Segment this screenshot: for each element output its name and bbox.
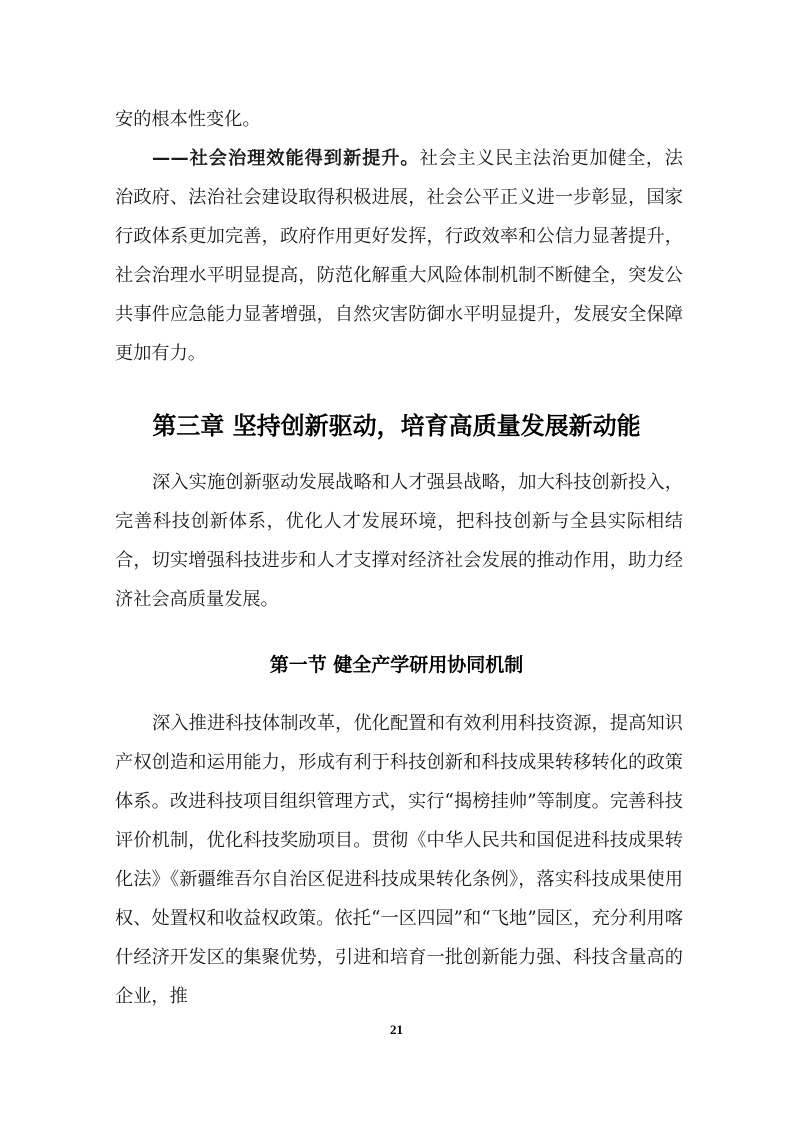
- paragraph-chapter-intro: 深入实施创新驱动发展战略和人才强县战略，加大科技创新投入，完善科技创新体系，优化人才发展环境，把科技创新与全县实际相结合，切实增强科技进步和人才支撑对经济社会发展的推动作用，助力经济社会高质量发展。: [115, 472, 683, 610]
- chapter-heading: 第三章 坚持创新驱动，培育高质量发展新动能: [152, 412, 641, 440]
- paragraph-body: 社会主义民主法治更加健全，法治政府、法治社会建设取得积极进展，社会公平正义进一步彰显，国家行政体系更加完善，政府作用更好发挥，行政效率和公信力显著提升，社会治理水平明显提高，防范化解重大风险体制机制不断健全，突发公共事件应急能力显著增强，自然灾害防御水平明显提升，发展安全保障更加有力。: [115, 148, 683, 364]
- paragraph-continuation: 安的根本性变化。: [115, 109, 261, 130]
- page-number: 21: [390, 1022, 403, 1037]
- paragraph-social-governance: [115, 139, 683, 373]
- paragraph-section-body: 深入推进科技体制改革，优化配置和有效利用科技资源，提高知识产权创造和运用能力，形成有利于科技创新和科技成果转移转化的政策体系。改进科技项目组织管理方式，实行“揭榜挂帅”等制度。完善科技评价机制，优化科技奖励项目。贯彻《中华人民共和国促进科技成果转化法》《新疆维吾尔自治区促进科技成果转化条例》，落实科技成果使用权、处置权和收益权政策。依托“一区四园”和“飞地”园区，充分利用喀什经济开发区的集聚优势，引进和培育一批创新能力强、科技含量高的企业，推: [115, 713, 683, 1007]
- section-heading: 第一节 健全产学研用协同机制: [269, 654, 524, 676]
- paragraph-lead-bold: ——社会治理效能得到新提升。: [152, 148, 420, 169]
